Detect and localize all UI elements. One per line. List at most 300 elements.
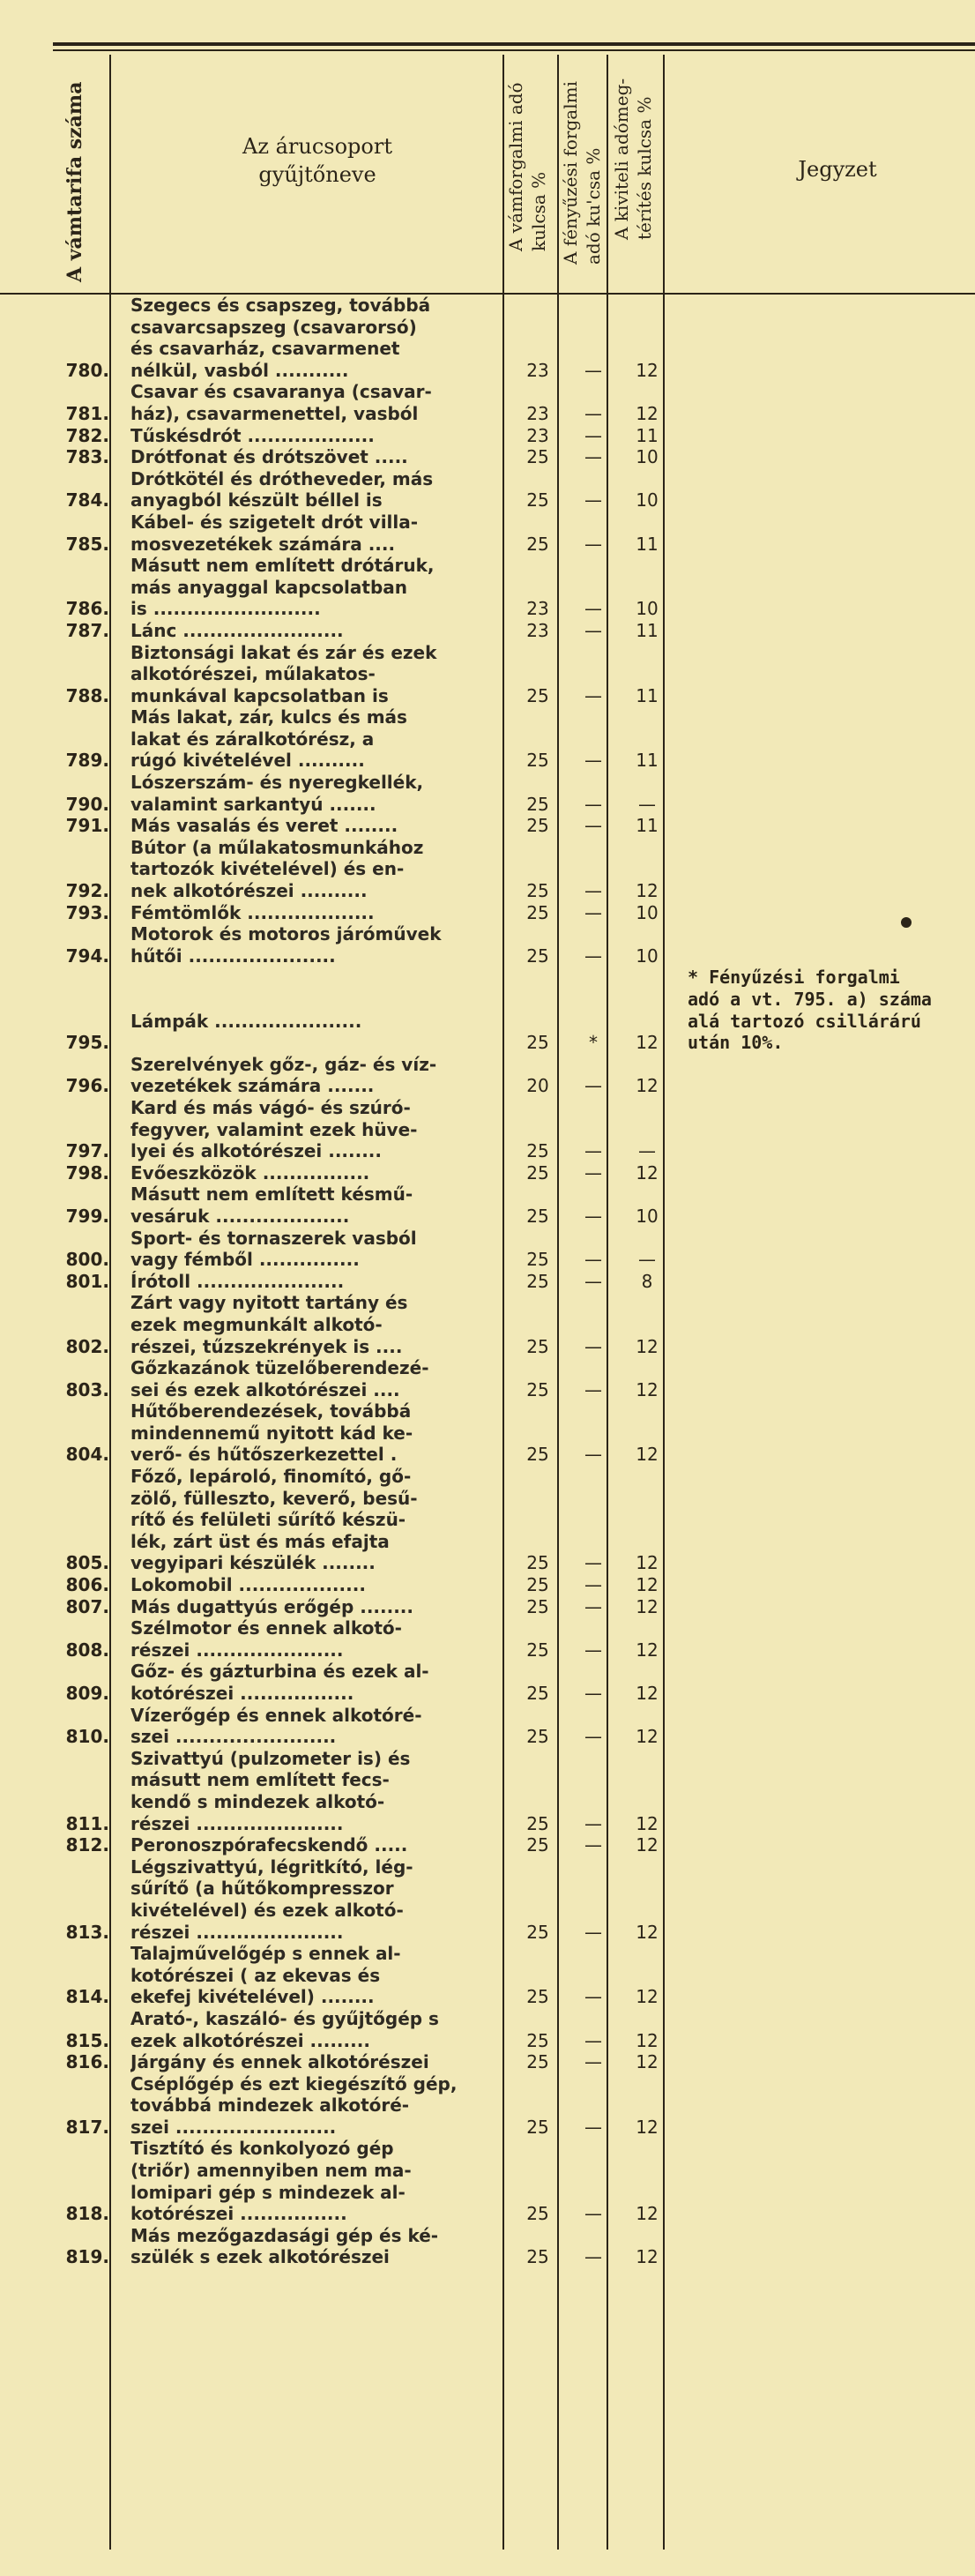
note-cell [674,772,943,815]
group-name-line: szülék s ezek alkotórészei [130,2246,390,2268]
note-cell [674,2073,943,2139]
tariff-number: 785. [65,533,109,555]
header-col-vam: A vámforgalmi adó kulcsa % [505,82,549,251]
group-name-line [130,1032,510,1054]
group-name-line: is ......................... [130,598,321,620]
note-cell [674,2138,943,2224]
tariff-number: 784. [65,489,109,511]
kivit-rate: 8 [641,1270,653,1292]
vam-rate: 25 [526,815,549,837]
group-name-line: Drótfonat és drótszövet ..... [130,446,408,468]
feny-rate: — [584,2051,602,2073]
kivit-rate: 12 [636,1639,659,1661]
kivit-rate: 10 [636,901,659,923]
tariff-number: 815. [65,2029,109,2051]
group-name [116,642,510,707]
tariff-number: 798. [65,1161,109,1183]
table-row [0,2225,943,2268]
note-cell [674,642,943,707]
group-name-line: anyagból készült béllel is [130,489,383,511]
note-cell [674,1574,943,1596]
feny-rate: — [584,1921,602,1943]
group-name-line: Írótoll ...................... [130,1270,345,1292]
vam-rate: 25 [526,1270,549,1292]
table-row [0,1617,943,1661]
tariff-number: 816. [65,2051,109,2073]
group-name-line: Tűskésdrót ................... [130,424,375,446]
group-name [116,706,510,772]
feny-rate: — [584,424,602,446]
tariff-number: 787. [65,619,109,641]
note-cell [674,511,943,555]
kivit-rate: 12 [636,2116,659,2138]
tariff-number: 793. [65,901,109,923]
group-name-line: (triőr) amennyiben nem ma- [130,2160,412,2182]
table-row [0,902,943,924]
note-cell [674,706,943,772]
table-row [0,1574,943,1596]
group-name-line: Lámpák ...................... [130,1010,362,1032]
vam-rate: 25 [526,489,549,511]
tariff-number: 791. [65,815,109,837]
group-name-line: Arató-, kaszáló- és gyűjtőgép s [130,2007,439,2029]
vam-rate: 25 [526,2246,549,2268]
group-name [116,2225,510,2268]
table-row [0,620,943,642]
table-row [0,446,943,468]
kivit-rate: 12 [636,1986,659,2008]
feny-rate: — [584,1205,602,1227]
tariff-number: 782. [65,424,109,446]
group-name [116,837,510,902]
top-rule-thin [53,49,975,51]
group-name-line: vezetékek számára ....... [130,1075,375,1097]
group-name-line: Gőzkazánok tüzelőberendezé- [130,1357,429,1379]
kivit-rate: 12 [636,1834,659,1856]
table-row [0,1292,943,1357]
group-name [116,1162,510,1184]
note-cell [674,1292,943,1357]
group-name-line: Drótkötél és drótheveder, más [130,467,434,489]
group-name-line: Evőeszközök ................ [130,1161,370,1183]
group-name [116,967,510,1053]
group-name-line: Másutt nem említett késmű- [130,1183,413,1206]
table-row [0,837,943,902]
header-col-kivit: A kiviteli adómeg-térítés kulcsa % [611,78,655,240]
kivit-rate: 12 [636,1335,659,1357]
tariff-table [0,295,943,2268]
note-cell [674,555,943,620]
group-name-line: Szerelvények gőz-, gáz- és víz- [130,1053,437,1075]
group-name-line: Motorok és motoros járóművek [130,923,442,945]
page-mark [901,917,912,928]
note-cell [674,1400,943,1466]
table-row [0,1228,943,1271]
group-name-line: Másutt nem említett drótáruk, [130,555,435,577]
feny-rate: — [584,402,602,424]
feny-rate: — [584,2029,602,2051]
note-cell [674,295,943,381]
group-name-line: Talajművelőgép s ennek al- [130,1943,401,1965]
group-name-line: hűtői ...................... [130,945,336,967]
kivit-rate: 10 [636,1205,659,1227]
tariff-number: 788. [65,684,109,706]
note-line: alá tartozó csillárárú [688,1010,921,1032]
vam-rate: 23 [526,619,549,641]
vam-rate: 25 [526,2203,549,2225]
kivit-rate: 10 [636,446,659,468]
kivit-rate: 11 [636,533,659,555]
kivit-rate: 11 [636,424,659,446]
header-col-feny: A fényűzési forgalmi adó ku'csa % [560,81,604,265]
table-row [0,923,943,967]
feny-rate: — [584,1834,602,1856]
note-cell [674,1162,943,1184]
group-name [116,1661,510,1704]
note-cell [674,1271,943,1293]
vam-rate: 25 [526,446,549,468]
kivit-rate: 12 [636,2203,659,2225]
tariff-number: 803. [65,1378,109,1400]
group-name-line: és csavarház, csavarmenet [130,338,400,360]
group-name [116,1357,510,1400]
vam-rate: 25 [526,1683,549,1704]
group-name-line: valamint sarkantyú ....... [130,793,376,815]
table-row [0,1705,943,1748]
group-name [116,772,510,815]
kivit-rate: 12 [636,1812,659,1834]
table-row [0,642,943,707]
feny-rate: * [589,1032,598,1054]
note-line: * Fényűzési forgalmi [688,967,900,989]
vam-rate: 25 [526,1032,549,1054]
vam-rate: 25 [526,1812,549,1834]
group-name-line: Más mezőgazdasági gép és ké- [130,2224,439,2246]
tariff-number: 819. [65,2246,109,2268]
kivit-rate: — [638,1249,656,1271]
note-cell [674,1856,943,1943]
table-row [0,555,943,620]
group-name [116,1271,510,1293]
tariff-number: 814. [65,1986,109,2008]
group-name [116,1400,510,1466]
group-name [116,511,510,555]
vam-rate: 25 [526,1574,549,1596]
group-name [116,2073,510,2139]
group-name-line: szei ........................ [130,2116,337,2138]
group-name [116,555,510,620]
feny-rate: — [584,533,602,555]
group-name-line: alkotórészei, műlakatos- [130,663,376,685]
vam-rate: 25 [526,2051,549,2073]
group-name-line: ezek megmunkált alkotó- [130,1313,383,1335]
group-name-line: továbbá mindezek alkotóré- [130,2094,410,2117]
group-name [116,1292,510,1357]
vam-rate: 25 [526,750,549,772]
note-cell [674,381,943,424]
kivit-rate: 12 [636,1552,659,1574]
kivit-rate: 12 [636,2051,659,2073]
feny-rate: — [584,684,602,706]
tariff-number: 810. [65,1726,109,1748]
group-name-line: részei ...................... [130,1639,344,1661]
group-name-line: munkával kapcsolatban is [130,684,389,706]
kivit-rate: 10 [636,489,659,511]
vam-rate: 25 [526,533,549,555]
feny-rate: — [584,2203,602,2225]
kivit-rate: 12 [636,1683,659,1704]
kivit-rate: 12 [636,1075,659,1097]
group-name-line: Más vasalás és veret ........ [130,815,398,837]
note-cell [674,837,943,902]
note-cell [674,446,943,468]
group-name [116,620,510,642]
group-name-line: verő- és hűtőszerkezettel . [130,1444,398,1466]
group-name-line: részei, tűzszekrények is .... [130,1335,403,1357]
table-row [0,2008,943,2051]
tariff-number: 789. [65,750,109,772]
header-col-group: Az árucsoport gyűjtőneve [242,134,392,187]
feny-rate: — [584,945,602,967]
group-name-line: Cséplőgép és ezt kiegészítő gép, [130,2072,458,2094]
table-row [0,815,943,837]
table-row [0,1834,943,1856]
feny-rate: — [584,489,602,511]
table-row [0,1271,943,1293]
group-name-line: nek alkotórészei .......... [130,880,368,902]
table-row [0,1162,943,1184]
tariff-number: 781. [65,402,109,424]
tariff-number: 786. [65,598,109,620]
note-cell [674,620,943,642]
tariff-number: 818. [65,2203,109,2225]
vam-rate: 25 [526,1639,549,1661]
group-name-line: lomipari gép s mindezek al- [130,2181,406,2203]
group-name-line: Zárt vagy nyitott tartány és [130,1292,408,1314]
vam-rate: 25 [526,1378,549,1400]
vam-rate: 25 [526,901,549,923]
group-name [116,1834,510,1856]
group-name-line: Szélmotor és ennek alkotó- [130,1617,402,1639]
vam-rate: 25 [526,1552,549,1574]
group-name [116,1054,510,1097]
feny-rate: — [584,1075,602,1097]
table-row [0,381,943,424]
group-name [116,1574,510,1596]
group-name-line: Főző, lepároló, finomító, gő- [130,1466,412,1488]
group-name-line: mindennemű nyitott kád ke- [130,1422,413,1444]
table-row [0,1466,943,1574]
tariff-number: 790. [65,793,109,815]
vam-rate: 25 [526,1249,549,1271]
note-cell [674,923,943,967]
feny-rate: — [584,2246,602,2268]
tariff-number: 783. [65,446,109,468]
feny-rate: — [584,359,602,381]
table-row [0,1054,943,1097]
tariff-number: 795. [65,1032,109,1054]
group-name [116,1617,510,1661]
group-name-line: Más dugattyús erőgép ........ [130,1595,414,1617]
group-name [116,446,510,468]
feny-rate: — [584,793,602,815]
vam-rate: 23 [526,424,549,446]
group-name [116,2008,510,2051]
group-name [116,468,510,511]
kivit-rate: 11 [636,619,659,641]
group-name-line: kotórészei ................ [130,2203,347,2225]
group-name-line: fegyver, valamint ezek hüve- [130,1118,418,1140]
table-row [0,1357,943,1400]
kivit-rate: 12 [636,1921,659,1943]
group-name-line: vegyipari készülék ........ [130,1552,376,1574]
tariff-number: 808. [65,1639,109,1661]
note-cell [674,1748,943,1834]
vam-rate: 25 [526,2029,549,2051]
group-name [116,1856,510,1943]
feny-rate: — [584,1574,602,1596]
feny-rate: — [584,619,602,641]
group-name-line: rúgó kivételével .......... [130,750,365,772]
header-col-number: A vámtarifa száma [63,81,86,282]
table-row [0,1400,943,1466]
note-cell [674,1661,943,1704]
note-cell [674,1943,943,2008]
group-name [116,1228,510,1271]
kivit-rate: 12 [636,880,659,902]
feny-rate: — [584,1683,602,1704]
group-name-line: Tisztító és konkolyozó gép [130,2138,394,2160]
note-cell [674,815,943,837]
group-name-line: Fémtömlők ................... [130,901,375,923]
kivit-rate: 12 [636,359,659,381]
table-row [0,772,943,815]
feny-rate: — [584,1639,602,1661]
tariff-number: 805. [65,1552,109,1574]
table-row [0,1943,943,2008]
tariff-number: 811. [65,1812,109,1834]
kivit-rate: 11 [636,750,659,772]
group-name [116,1596,510,1618]
tariff-number: 812. [65,1834,109,1856]
vam-rate: 25 [526,1834,549,1856]
group-name [116,2051,510,2073]
kivit-rate: 11 [636,815,659,837]
feny-rate: — [584,1270,602,1292]
tariff-number: 806. [65,1574,109,1596]
note-cell [674,425,943,447]
group-name-line: ekefej kivételével) ........ [130,1986,375,2008]
group-name-line: Kábel- és szigetelt drót villa- [130,511,419,533]
group-name [116,295,510,381]
vam-rate: 25 [526,880,549,902]
group-name-line: másutt nem említett fecs- [130,1769,390,1791]
group-name [116,2138,510,2224]
tariff-number: 817. [65,2116,109,2138]
vam-rate: 25 [526,1140,549,1162]
vam-rate: 25 [526,1921,549,1943]
table-row [0,295,943,381]
group-name [116,381,510,424]
group-name-line: sűrítő (a hűtőkompresszor [130,1878,394,1900]
note-cell [674,468,943,511]
feny-rate: — [584,1444,602,1466]
feny-rate: — [584,2116,602,2138]
group-name-line: kivételével) és ezek alkotó- [130,1899,404,1921]
group-name-line: Járgány és ennek alkotórészei [130,2051,429,2073]
note-cell [674,2051,943,2073]
note-cell [674,1617,943,1661]
group-name [116,815,510,837]
note-cell [674,1705,943,1748]
group-name-line: sei és ezek alkotórészei .... [130,1378,400,1400]
feny-rate: — [584,1595,602,1617]
feny-rate: — [584,446,602,468]
vam-rate: 25 [526,1335,549,1357]
group-name-line: Lószerszám- és nyeregkellék, [130,772,424,794]
group-name-line: Peronoszpórafecskendő ..... [130,1834,408,1856]
note-line: adó a vt. 795. a) száma [688,989,932,1010]
group-name-line: részei ...................... [130,1812,344,1834]
kivit-rate: 12 [636,1595,659,1617]
vam-rate: 25 [526,945,549,967]
tariff-number: 800. [65,1249,109,1271]
vam-rate: 23 [526,402,549,424]
tariff-number: 794. [65,945,109,967]
table-row [0,1748,943,1834]
table-row [0,511,943,555]
group-name-line: lék, zárt üst és más efajta [130,1530,390,1552]
group-name-line: Bútor (a műlakatosmunkához [130,836,424,858]
tariff-number: 809. [65,1683,109,1704]
feny-rate: — [584,1140,602,1162]
kivit-rate: 12 [636,1726,659,1748]
group-name-line: szei ........................ [130,1726,337,1748]
kivit-rate: — [638,1140,656,1162]
feny-rate: — [584,1986,602,2008]
kivit-rate: 12 [636,2029,659,2051]
table-row [0,1097,943,1162]
feny-rate: — [584,1726,602,1748]
note-cell [674,1097,943,1162]
group-name-line: Vízerőgép és ennek alkotóré- [130,1704,422,1726]
group-name-line: ház), csavarmenettel, vasból [130,402,419,424]
group-name [116,425,510,447]
group-name [116,902,510,924]
kivit-rate: 10 [636,945,659,967]
feny-rate: — [584,1552,602,1574]
group-name-line: tartozók kivételével) és en- [130,858,405,880]
group-name-line: kotórészei ................. [130,1683,354,1704]
note-cell [674,1834,943,1856]
feny-rate: — [584,880,602,902]
group-name-line: Hűtőberendezések, továbbá [130,1400,412,1422]
group-name-line: Szegecs és csapszeg, továbbá [130,295,431,316]
group-name [116,923,510,967]
note-cell [674,2225,943,2268]
table-row [0,2138,943,2224]
group-name-line: Csavar és csavaranya (csavar- [130,381,432,403]
vam-rate: 25 [526,1726,549,1748]
kivit-rate: 12 [636,1378,659,1400]
group-name-line: mosvezetékek számára .... [130,533,396,555]
group-name-line: vesáruk .................... [130,1205,350,1227]
note-cell [674,1357,943,1400]
feny-rate: — [584,1378,602,1400]
feny-rate: — [584,598,602,620]
feny-rate: — [584,1161,602,1183]
group-name-line: lakat és záralkotórész, a [130,728,375,750]
